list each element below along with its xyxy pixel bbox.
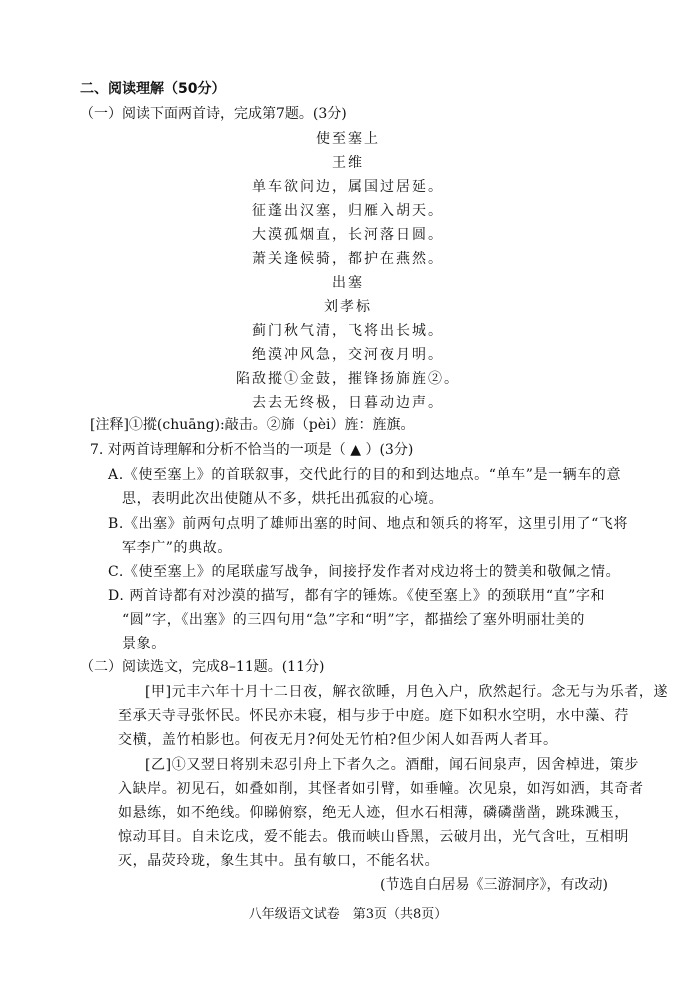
poem1-author: 王维 xyxy=(332,155,364,171)
poem1-line: 征蓬出汉塞，归雁入胡天。 xyxy=(252,203,444,219)
option-a-line: 思，表明此次出使随从不多，烘托出孤寂的心境。 xyxy=(122,491,444,507)
poem2-line: 陷敌摐①金鼓，摧锋扬旆旌②。 xyxy=(236,371,460,387)
question-stem: 7. 对两首诗理解和分析不恰当的一项是（ ▲ ）(3分) xyxy=(90,442,414,458)
passage-jia-line: 至承天寺寻张怀民。怀民亦未寝，相与步于中庭。庭下如积水空明，水中藻、荇 xyxy=(118,708,629,724)
part2-heading: （二）阅读选文，完成8–11题。(11分) xyxy=(80,659,325,675)
poem2-line: 绝漠冲风急，交河夜月明。 xyxy=(252,347,444,363)
passage-jia-line: 交横，盖竹柏影也。何夜无月?何处无竹柏?但少闲人如吾两人者耳。 xyxy=(118,732,558,748)
poem1-title: 使至塞上 xyxy=(316,131,380,147)
passage-yi-line: 如悬练，如不绝线。仰睇俯察，绝无人迹，但水石相薄，磷磷凿凿，跳珠溅玉， xyxy=(118,805,629,821)
poem2-author: 刘孝标 xyxy=(324,299,372,315)
poem-note: [注释]①摐(chuāng):敲击。②旆（pèi）旌：旌旗。 xyxy=(90,417,415,433)
option-b-line: 军李广”的典故。 xyxy=(122,540,232,556)
poem2-line: 蓟门秋气清，飞将出长城。 xyxy=(252,323,444,339)
option-d-line: “圆”字，《出塞》的三四句用“急”字和“明”字，都描绘了塞外明丽壮美的 xyxy=(122,612,585,628)
poem1-line: 萧关逢候骑，都护在燕然。 xyxy=(252,251,444,267)
option-d-line: 景象。 xyxy=(122,636,166,652)
option-b-line: B.《出塞》前两句点明了雄师出塞的时间、地点和领兵的将军，这里引用了“飞将 xyxy=(108,516,629,532)
passage-source: (节选自白居易《三游洞序》，有改动) xyxy=(380,877,608,893)
option-d-line: D. 两首诗都有对沙漠的描写，都有字的锤炼。《使至塞上》的颈联用“直”字和 xyxy=(108,588,606,604)
passage-yi-line: [乙]①又翌日将别未忍引舟上下者久之。酒酣，闻石间泉声，因舍棹进，策步 xyxy=(145,757,639,773)
option-a-line: A.《使至塞上》的首联叙事，交代此行的目的和到达地点。“单车”是一辆车的意 xyxy=(108,467,622,483)
poem2-title: 出塞 xyxy=(332,275,364,291)
part1-heading: （一）阅读下面两首诗，完成第7题。(3分) xyxy=(80,106,347,122)
passage-yi-line: 入缺岸。初见石，如叠如削，其怪者如引臂，如垂幢。次见泉，如泻如洒，其奇者 xyxy=(118,781,644,797)
poem2-line: 去去无终极，日暮动边声。 xyxy=(252,395,444,411)
page-footer: 八年级语文试卷 第3页（共8页） xyxy=(248,907,448,922)
poem1-line: 单车欲问边，属国过居延。 xyxy=(252,179,444,195)
passage-yi-line: 灭，晶荧玲珑，象生其中。虽有敏口，不能名状。 xyxy=(118,853,440,869)
section-title: 二、阅读理解（50分） xyxy=(80,81,226,97)
passage-jia-line: [甲]元丰六年十月十二日夜，解衣欲睡，月色入户，欣然起行。念无与为乐者，遂 xyxy=(145,684,669,700)
poem1-line: 大漠孤烟直，长河落日圆。 xyxy=(252,227,444,243)
passage-yi-line: 惊动耳目。自未讫戌，爱不能去。俄而峡山昏黑，云破月出，光气含吐，互相明 xyxy=(118,829,629,845)
option-c-line: C.《使至塞上》的尾联虚写战争，间接抒发作者对戍边将士的赞美和敬佩之情。 xyxy=(108,564,621,580)
